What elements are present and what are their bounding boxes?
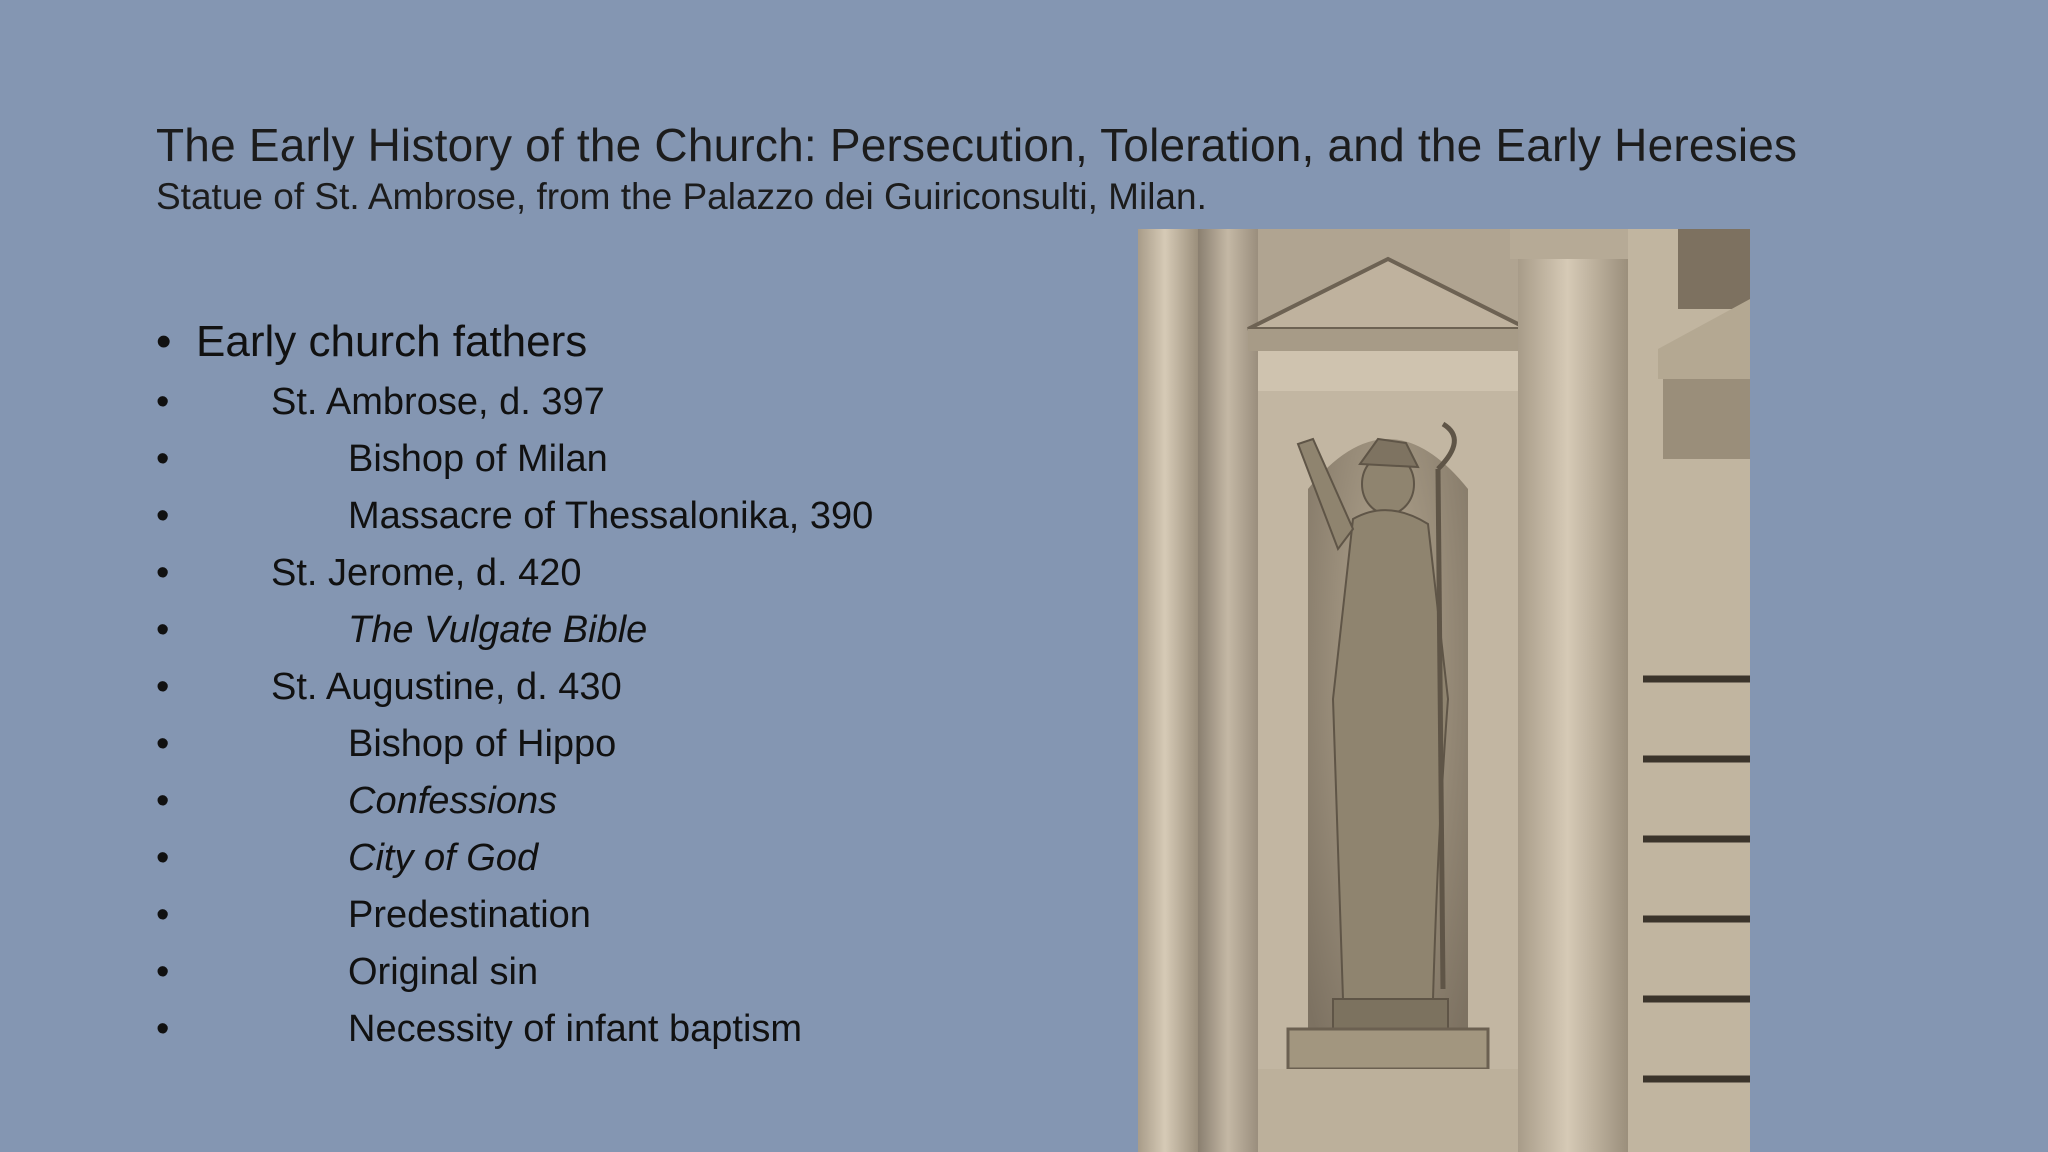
bullet-text: Necessity of infant baptism: [348, 1008, 803, 1050]
bullet-item: [156, 944, 1116, 1001]
bullet-icon: •: [156, 317, 172, 366]
bullet-item: [156, 716, 1116, 773]
bullet-text: St. Jerome, d. 420: [271, 552, 582, 594]
bullet-text: City of God: [348, 837, 539, 879]
bullet-text: St. Augustine, d. 430: [271, 666, 622, 708]
bullet-item: [156, 830, 1116, 887]
bullet-item: [156, 1001, 1116, 1058]
bullet-icon: •: [156, 894, 170, 936]
bullet-item: [156, 659, 1116, 716]
bullet-icon: •: [156, 438, 170, 480]
bullet-icon: •: [156, 666, 170, 708]
bullet-icon: •: [156, 609, 170, 651]
slide-subtitle: Statue of St. Ambrose, from the Palazzo dei Guiriconsulti, Milan.: [156, 176, 1207, 217]
bullet-icon: •: [156, 723, 170, 765]
bullet-icon: •: [156, 951, 170, 993]
bullet-item: [156, 431, 1116, 488]
bullet-item: [156, 312, 1116, 372]
statue-photo: [1138, 229, 1750, 1152]
bullet-icon: •: [156, 1008, 170, 1050]
bullet-text: Bishop of Hippo: [348, 723, 617, 765]
bullet-icon: •: [156, 837, 170, 879]
bullet-text: Bishop of Milan: [348, 438, 608, 480]
bullet-text: Early church fathers: [196, 317, 588, 366]
slide-title: The Early History of the Church: Persecution, Toleration, and the Early Heresies: [156, 119, 1798, 171]
bullet-item: [156, 488, 1116, 545]
bullet-icon: •: [156, 495, 170, 537]
bullet-list: [156, 312, 1116, 1058]
bullet-text: Massacre of Thessalonika, 390: [348, 495, 874, 537]
bullet-icon: •: [156, 552, 170, 594]
bullet-text: The Vulgate Bible: [348, 609, 648, 651]
bullet-text: St. Ambrose, d. 397: [271, 381, 605, 423]
bullet-item: [156, 887, 1116, 944]
bullet-item: [156, 602, 1116, 659]
bullet-item: [156, 545, 1116, 602]
bullet-text: Confessions: [348, 780, 558, 822]
bullet-icon: •: [156, 780, 170, 822]
bullet-icon: •: [156, 381, 170, 423]
bullet-text: Original sin: [348, 951, 539, 993]
bullet-item: [156, 374, 1116, 431]
bullet-text: Predestination: [348, 894, 591, 936]
bullet-item: [156, 773, 1116, 830]
